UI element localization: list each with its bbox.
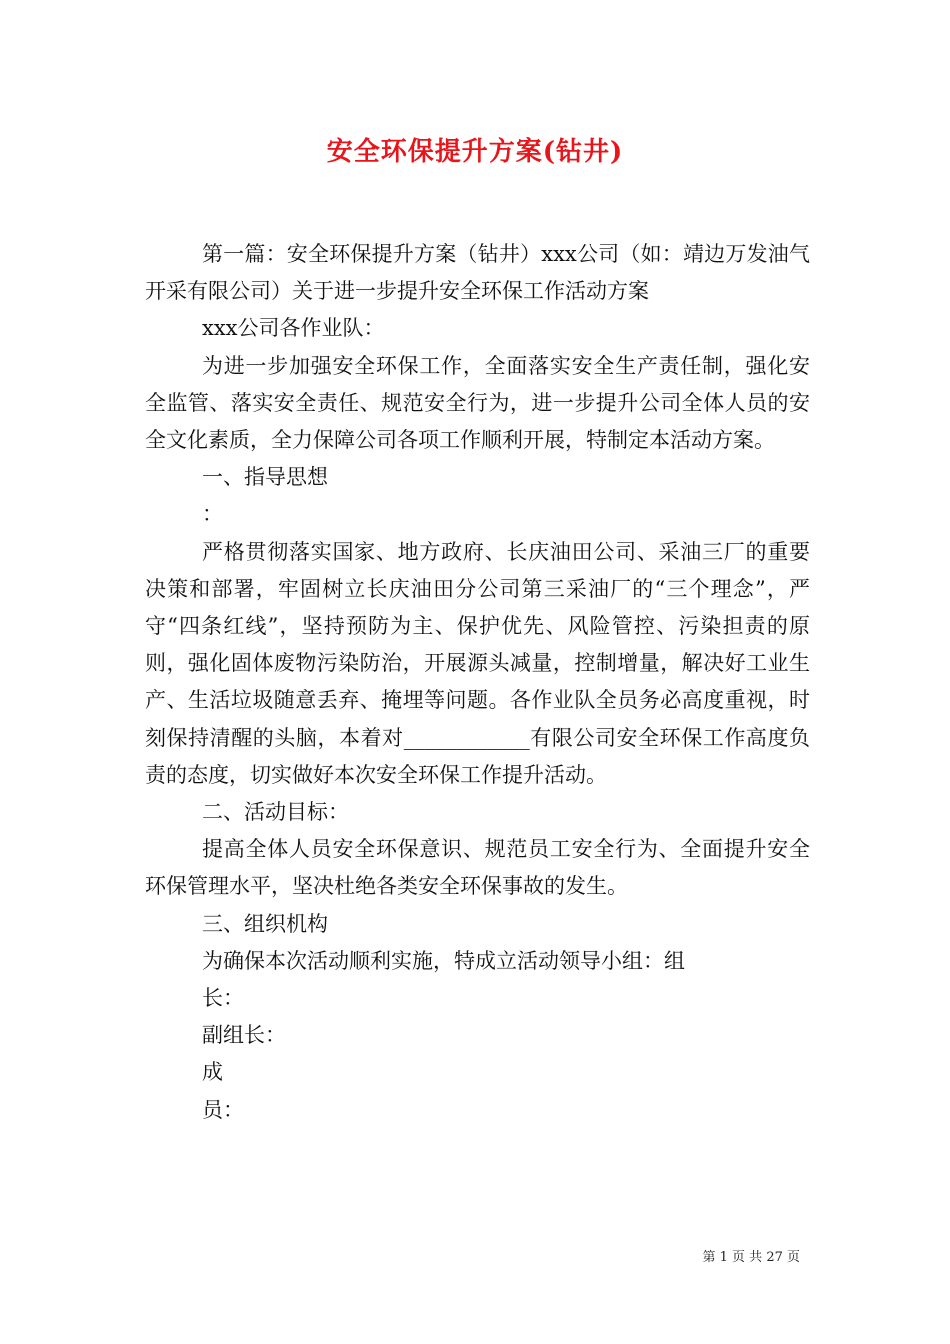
paragraph-colon: ： xyxy=(202,502,223,527)
paragraph-goals: 提高全体人员安全环保意识、规范员工安全行为、全面提升安全环保管理水平，坚决杜绝各类安全环保事故的发生。 xyxy=(145,837,810,899)
heading-guiding-ideology: 一、指导思想 xyxy=(202,465,328,490)
document-body xyxy=(145,236,810,1129)
paragraph-purpose: 为进一步加强安全环保工作，全面落实安全生产责任制，强化安全监管、落实安全责任、规范安全行为，进一步提升公司全体人员的安全文化素质，全力保障公司各项工作顺利开展，特制定本活动方案。 xyxy=(145,353,810,453)
paragraph-intro: 第一篇：安全环保提升方案（钻井）xxx公司（如：靖边万发油气开采有限公司）关于进一步提升安全环保工作活动方案 xyxy=(145,242,810,304)
heading-activity-goals: 二、活动目标： xyxy=(202,800,349,825)
paragraph-members-2: 员： xyxy=(202,1097,244,1122)
heading-organization: 三、组织机构 xyxy=(202,911,328,936)
paragraph-ideology: 严格贯彻落实国家、地方政府、长庆油田公司、采油三厂的重要决策和部署，牢固树立长庆油田分公司第三采油厂的“三个理念”，严守“四条红线”，坚持预防为主、保护优先、风险管控、污染担责的原则，强化固体废物污染防治，开展源头减量，控制增量，解决好工业生产、生活垃圾随意丢弃、掩埋等问题。各作业队全员务必高度重视，时刻保持清醒的头脑，本着对____________有限公司安全环保工作高度负责的态度，切实做好本次安全环保工作提升活动。 xyxy=(145,539,810,787)
paragraph-salutation: xxx公司各作业队： xyxy=(202,316,385,341)
paragraph-organization: 为确保本次活动顺利实施，特成立活动领导小组：组 xyxy=(202,948,685,973)
paragraph-deputy-leader: 副组长： xyxy=(202,1023,286,1048)
paragraph-leader: 长： xyxy=(202,986,244,1011)
page-footer: 第 1 页 共 27 页 xyxy=(702,1250,800,1265)
document-title: 安全环保提升方案(钻井) xyxy=(326,137,624,167)
paragraph-members-1: 成 xyxy=(202,1060,223,1085)
